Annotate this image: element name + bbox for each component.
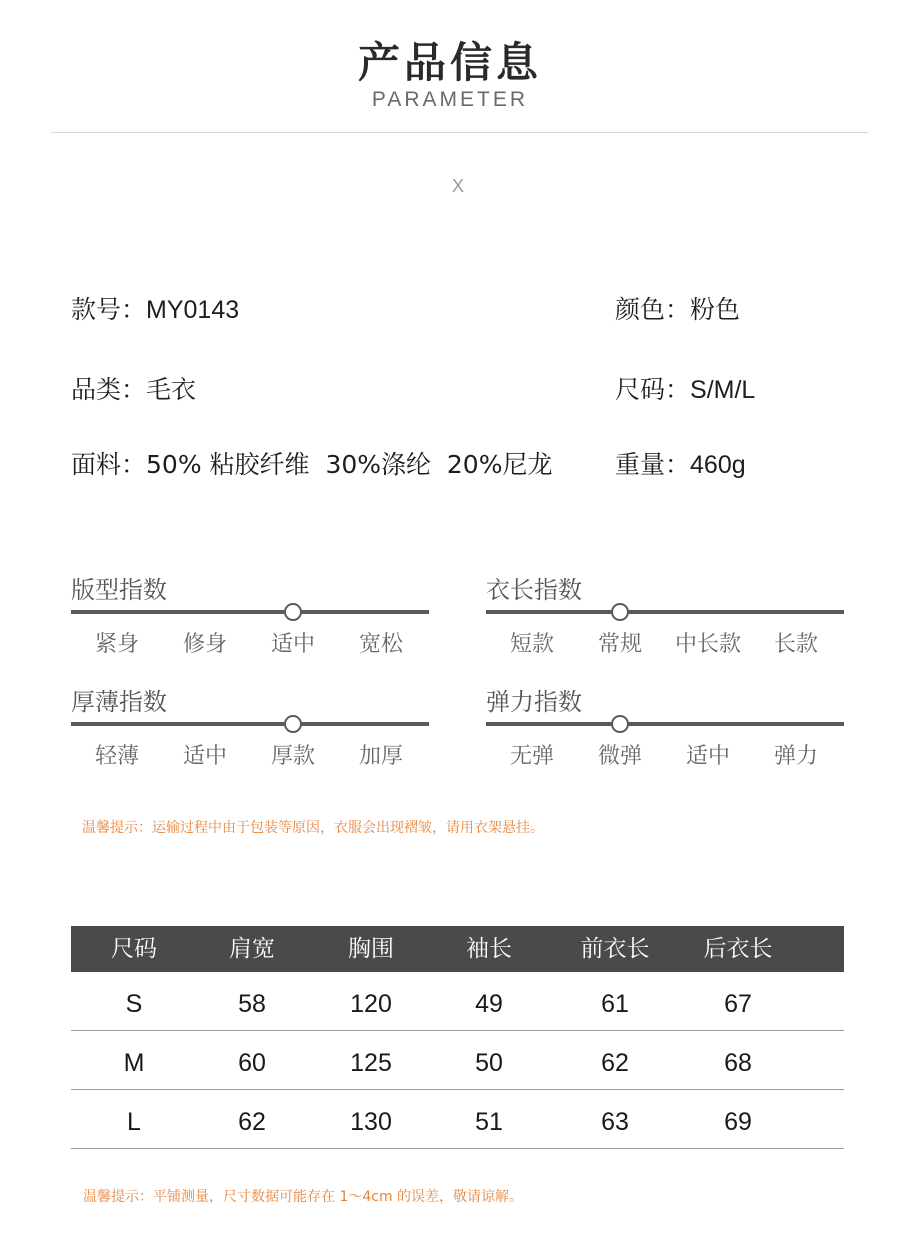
scale-option: 适中 — [685, 744, 730, 769]
table-cell: 51 — [475, 1108, 503, 1136]
tip-measure: 温馨提示：平铺测量，尺寸数据可能存在 1～4cm 的误差，敬请谅解。 — [83, 1189, 524, 1205]
scale-title: 版型指数 — [71, 576, 167, 604]
scale-track — [486, 722, 844, 726]
scale-knob-icon — [611, 715, 629, 733]
scale-track — [71, 610, 429, 614]
table-cell: S — [125, 990, 143, 1018]
table-cell: 63 — [601, 1108, 629, 1136]
scale-option: 弹力 — [773, 744, 818, 769]
scale-elasticity — [486, 682, 846, 772]
scale-fit — [71, 570, 431, 660]
table-body — [71, 972, 844, 1149]
table-cell: 68 — [724, 1049, 752, 1077]
scale-option: 厚款 — [270, 744, 315, 769]
scale-knob-icon — [611, 603, 629, 621]
table-cell: 49 — [475, 990, 503, 1018]
scale-option: 适中 — [182, 744, 227, 769]
tip-wrinkle: 温馨提示：运输过程中由于包装等原因，衣服会出现褶皱，请用衣架悬挂。 — [82, 820, 544, 836]
table-header-cell: 袖长 — [466, 936, 512, 962]
scale-knob-icon — [284, 603, 302, 621]
table-header-cell: 尺码 — [111, 936, 157, 962]
table-cell: 62 — [601, 1049, 629, 1077]
table-row — [71, 972, 844, 1031]
scale-title: 衣长指数 — [486, 576, 582, 604]
page-title: 产品信息 — [357, 38, 542, 87]
scale-option: 短款 — [509, 632, 554, 657]
scale-thickness — [71, 682, 431, 772]
scale-option: 无弹 — [509, 744, 554, 769]
table-header-cell: 后衣长 — [703, 936, 773, 962]
table-cell: 125 — [350, 1049, 392, 1077]
table-header-cell: 肩宽 — [229, 936, 275, 962]
table-cell: 61 — [601, 990, 629, 1018]
info-key: 重量 ： — [615, 450, 690, 479]
table-header-cell: 前衣长 — [580, 936, 650, 962]
scale-title: 厚薄指数 — [71, 688, 167, 716]
scale-track — [486, 610, 844, 614]
table-cell: 130 — [350, 1108, 392, 1136]
table-row — [71, 1031, 844, 1090]
scale-option: 修身 — [182, 632, 227, 657]
scale-option: 适中 — [270, 632, 315, 657]
table-cell: 58 — [238, 990, 266, 1018]
table-cell: M — [123, 1049, 145, 1077]
table-header-cell: 胸围 — [348, 936, 394, 962]
info-size — [615, 370, 755, 406]
info-fabric — [71, 445, 552, 481]
info-value: S/M/L — [690, 376, 756, 404]
scale-option: 中长款 — [674, 632, 741, 657]
scale-option: 微弹 — [597, 744, 642, 769]
scale-option: 常规 — [597, 632, 642, 657]
table-cell: 67 — [724, 990, 752, 1018]
scale-title: 弹力指数 — [486, 688, 582, 716]
scale-option: 轻薄 — [94, 744, 139, 769]
info-key: 款号 ： — [71, 295, 146, 324]
scale-knob-icon — [284, 715, 302, 733]
info-key: 颜色 ： — [615, 295, 690, 324]
info-value: MY0143 — [146, 296, 240, 324]
info-value: 毛衣 — [146, 375, 197, 404]
info-weight — [615, 445, 746, 481]
info-key: 面料 ： — [71, 450, 146, 479]
page-subtitle: PARAMETER — [371, 88, 529, 111]
table-cell: 69 — [724, 1108, 752, 1136]
header-divider — [51, 132, 868, 133]
table-cell: L — [127, 1108, 141, 1136]
info-key: 品类 ： — [71, 375, 146, 404]
scale-option: 加厚 — [358, 744, 403, 769]
table-header — [71, 926, 844, 972]
scale-option: 长款 — [773, 632, 818, 657]
table-row — [71, 1090, 844, 1149]
scale-length — [486, 570, 846, 660]
scale-option: 宽松 — [358, 632, 403, 657]
info-style-no — [71, 290, 239, 326]
info-value: 粉色 — [690, 295, 741, 324]
table-cell: 62 — [238, 1108, 266, 1136]
scale-option: 紧身 — [94, 632, 139, 657]
scale-track — [71, 722, 429, 726]
info-color — [615, 290, 740, 326]
info-value: 460g — [690, 451, 746, 479]
info-key: 尺码 ： — [615, 375, 690, 404]
table-cell: 60 — [238, 1049, 266, 1077]
table-cell: 50 — [475, 1049, 503, 1077]
info-value: 50% 粘胶纤维 30%涤纶 20%尼龙 — [146, 450, 553, 479]
size-table — [71, 926, 844, 1149]
table-cell: 120 — [350, 990, 392, 1018]
x-mark: X — [451, 176, 464, 196]
info-category — [71, 370, 196, 406]
